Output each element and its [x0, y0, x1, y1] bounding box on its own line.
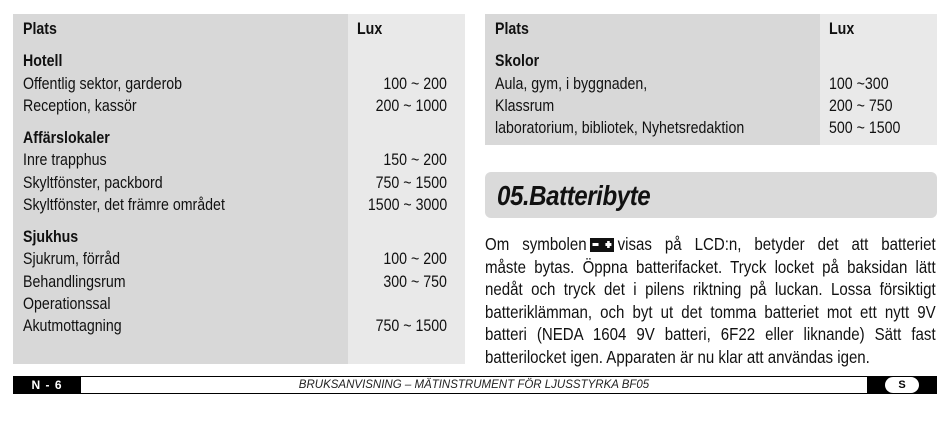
row-lux: 200 ~ 1000: [375, 97, 447, 115]
footer-band: [81, 377, 867, 393]
battery-instructions: [485, 233, 936, 368]
paragraph-line-3: nedåt och tryck det i pilens riktning på luckan. Lossa försiktigt: [485, 279, 936, 299]
page-footer: [13, 376, 937, 394]
language-badge: S: [885, 377, 919, 393]
page-number: N - 6: [31, 378, 63, 392]
manual-title: BRUKSANVISNING – MÄTINSTRUMENT FÖR LJUSSTYRKA BF05: [298, 379, 650, 391]
row-lux: 150 ~ 200: [383, 151, 447, 169]
row-lux: 100 ~ 200: [383, 75, 447, 93]
row-lux: 500 ~ 1500: [829, 119, 901, 137]
header-lux: Lux: [357, 20, 383, 38]
section-heading-box: [485, 172, 937, 218]
row-lux: 200 ~ 750: [829, 97, 893, 115]
row-lux: 100 ~300: [829, 75, 889, 93]
section-title: 05.Batteribyte: [497, 180, 651, 211]
group-title-affarslokaler: Affärslokaler: [23, 129, 110, 147]
row-place: Aula, gym, i byggnaden,: [495, 75, 648, 93]
row-place: Klassrum: [495, 97, 555, 115]
row-place: Inre trapphus: [23, 151, 107, 169]
paragraph-line-4: batteriklämman, och byt ut det tomma batteriet mot ett nytt 9V: [485, 301, 936, 322]
battery-icon: [590, 238, 614, 252]
row-place: Reception, kassör: [23, 97, 137, 115]
paragraph-line-2: måste bytas. Öppna batterifacket. Tryck locket på baksidan lätt: [485, 256, 936, 277]
header-lux: Lux: [829, 20, 855, 38]
row-place: Operationssal: [23, 295, 111, 313]
row-place: Behandlingsrum: [23, 273, 126, 291]
paragraph-line-6: batterilocket igen. Apparaten är nu klar att användas igen.: [485, 346, 870, 367]
text-before-icon: Om symbolen: [485, 234, 587, 254]
row-lux: 100 ~ 200: [383, 250, 447, 268]
row-lux: 1500 ~ 3000: [367, 196, 447, 214]
text-after-icon: visas på LCD:n, betyder det att batteriet: [617, 234, 936, 254]
row-place: Sjukrum, förråd: [23, 250, 121, 268]
lux-table-left: [13, 14, 465, 364]
row-lux: 750 ~ 1500: [375, 317, 447, 335]
row-lux: 750 ~ 1500: [375, 174, 447, 192]
header-place: Plats: [23, 20, 57, 38]
row-place: Akutmottagning: [23, 317, 122, 335]
row-place: Skyltfönster, packbord: [23, 174, 163, 192]
row-place: Skyltfönster, det främre området: [23, 196, 225, 214]
group-title-skolor: Skolor: [495, 52, 540, 70]
paragraph-line-5: batteri (NEDA 1604 9V batteri, 6F22 eller liknande) Sätt fast: [485, 324, 936, 344]
row-lux: 300 ~ 750: [383, 273, 447, 291]
group-title-hotell: Hotell: [23, 52, 63, 70]
group-title-sjukhus: Sjukhus: [23, 228, 79, 246]
lux-table-right: [485, 14, 937, 145]
row-place: Offentlig sektor, garderob: [23, 75, 183, 93]
header-place: Plats: [495, 20, 529, 38]
row-place: laboratorium, bibliotek, Nyhetsredaktion: [495, 119, 745, 137]
paragraph-line-1: [485, 233, 936, 256]
